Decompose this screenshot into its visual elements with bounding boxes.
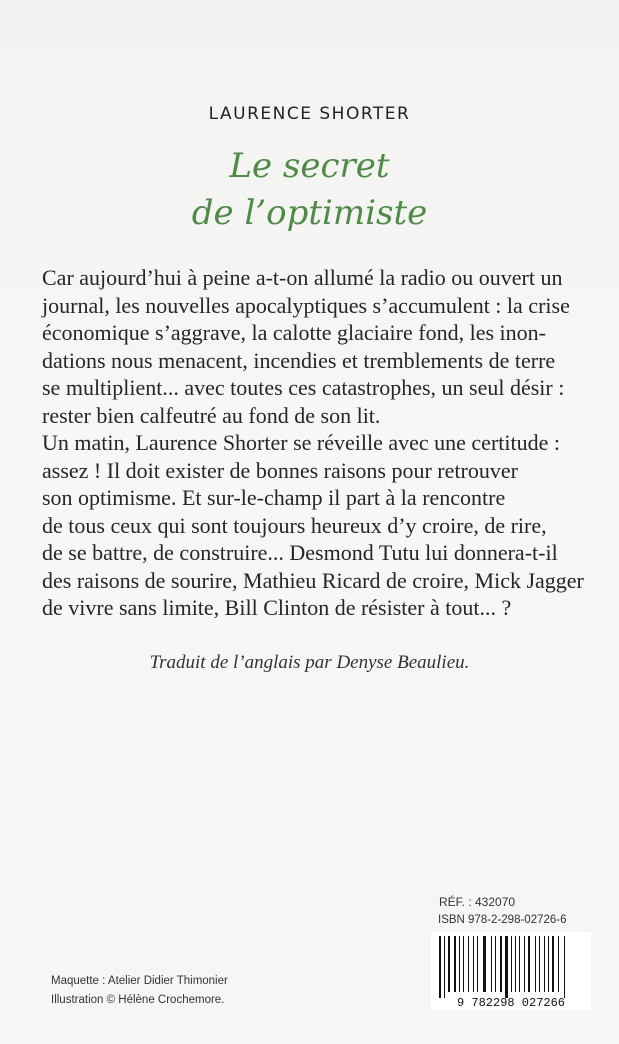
blurb-line: se multiplient... avec toutes ces catastrophes, un seul désir : (42, 375, 565, 400)
barcode-bar (473, 936, 474, 992)
barcode-bar (459, 936, 460, 992)
blurb-line: des raisons de sourire, Mathieu Ricard de croire, Mick Jagger (42, 567, 584, 593)
barcode-bar (505, 936, 508, 998)
blurb-line: économique s’aggrave, la calotte glaciaire fond, les inon- (42, 320, 546, 345)
barcode-bar (448, 936, 450, 992)
barcode-bar (483, 936, 486, 992)
blurb-line: Un matin, Laurence Shorter se réveille avec une certitude : (42, 430, 560, 455)
barcode-bar (519, 936, 520, 992)
barcode (431, 932, 591, 1010)
book-title (0, 143, 619, 237)
barcode-bar (468, 936, 469, 992)
translator-credit: Traduit de l’anglais par Denyse Beaulieu. (149, 652, 470, 673)
barcode-bar (524, 936, 525, 992)
barcode-bar (439, 936, 441, 998)
barcode-bar (444, 936, 445, 998)
barcode-bar (528, 936, 530, 992)
reference-number: RÉF. : 432070 (439, 895, 516, 909)
barcode-bar (548, 936, 549, 992)
blurb (42, 264, 602, 622)
barcode-bar (552, 936, 554, 992)
blurb-line: journal, les nouvelles apocalyptiques s’accumulent : la crise (42, 292, 570, 318)
barcode-bar (558, 936, 559, 992)
barcode-bar (539, 936, 540, 992)
blurb-line: de tous ceux qui sont toujours heureux d’y croire, de rire, (42, 512, 547, 538)
blurb-line: Car aujourd’hui à peine a-t-on allumé la radio ou ouvert un (42, 265, 563, 290)
barcode-digits: 9 782298 027266 (456, 996, 566, 1010)
blurb-line: de vivre sans limite, Bill Clinton de résister à tout... ? (42, 595, 512, 620)
blurb-line: rester bien calfeutré au fond de son lit. (42, 402, 381, 428)
blurb-line: dations nous menacent, incendies et tremblements de terre (42, 347, 556, 373)
barcode-bar (544, 936, 545, 992)
illustration-credit: Illustration © Hélène Crochemore. (51, 994, 225, 1006)
book-title-line-1: Le secret (229, 146, 390, 186)
blurb-line: son optimisme. Et sur-le-champ il part à la rencontre (42, 485, 506, 510)
barcode-bar (495, 936, 496, 992)
barcode-bar (515, 936, 516, 992)
barcode-bar (491, 936, 492, 992)
author-name: LAURENCE SHORTER (208, 104, 411, 124)
barcode-bar (564, 936, 565, 998)
barcode-bar (511, 936, 512, 992)
credits (51, 972, 228, 1010)
blurb-line: assez ! Il doit exister de bonnes raisons pour retrouver (42, 457, 518, 483)
barcode-bar (454, 936, 456, 992)
book-title-line-2: de l’optimiste (191, 193, 428, 233)
blurb-line: de se battre, de construire... Desmond Tutu lui donnera-t-il (42, 540, 558, 565)
barcode-bar (535, 936, 536, 992)
barcode-bar (500, 936, 502, 992)
barcode-bar (463, 936, 464, 992)
layout-credit: Maquette : Atelier Didier Thimonier (51, 975, 228, 987)
isbn-number: ISBN 978-2-298-02726-6 (438, 914, 567, 926)
barcode-bar (477, 936, 478, 992)
